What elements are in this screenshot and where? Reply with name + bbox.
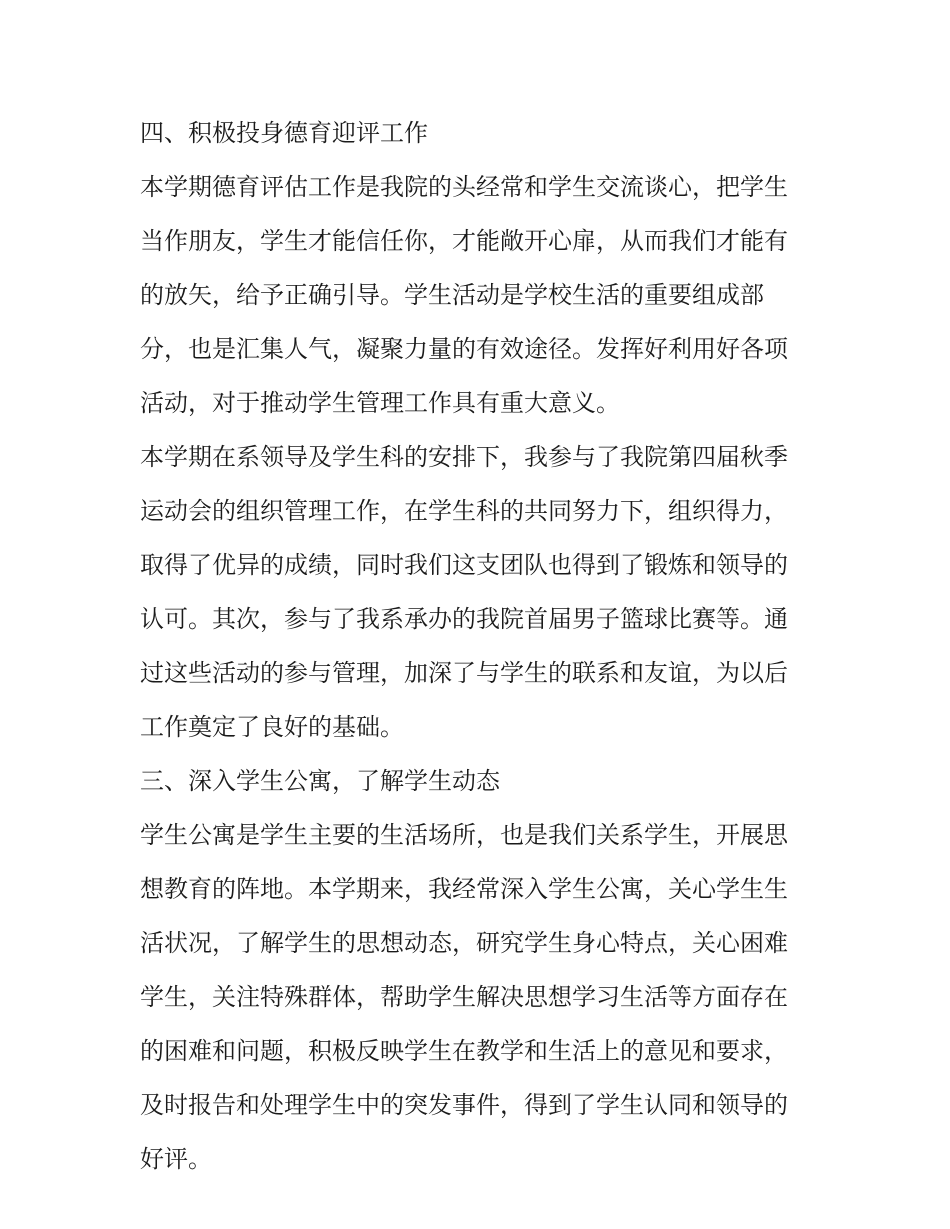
document-body <box>140 106 820 1186</box>
paragraph-line: 运动会的组织管理工作，在学生科的共同努力下，组织得力， <box>140 497 788 525</box>
paragraph-line: 活动，对于推动学生管理工作具有重大意义。 <box>140 389 620 417</box>
paragraph-line: 取得了优异的成绩，同时我们这支团队也得到了锻炼和领导的 <box>140 551 788 579</box>
paragraph-line: 认可。其次，参与了我系承办的我院首届男子篮球比赛等。通 <box>140 605 788 633</box>
paragraph-line: 过这些活动的参与管理，加深了与学生的联系和友谊，为以后 <box>140 659 788 687</box>
paragraph-line: 及时报告和处理学生中的突发事件，得到了学生认同和领导的 <box>140 1091 788 1119</box>
paragraph-line: 的困难和问题，积极反映学生在教学和生活上的意见和要求， <box>140 1037 788 1065</box>
paragraph-line: 当作朋友，学生才能信任你，才能敞开心扉，从而我们才能有 <box>140 227 788 255</box>
paragraph-line: 分，也是汇集人气，凝聚力量的有效途径。发挥好利用好各项 <box>140 335 788 363</box>
section-heading-three: 三、深入学生公寓，了解学生动态 <box>140 767 500 795</box>
paragraph-line: 活状况，了解学生的思想动态，研究学生身心特点，关心困难 <box>140 929 788 957</box>
paragraph-line: 想教育的阵地。本学期来，我经常深入学生公寓，关心学生生 <box>140 875 788 903</box>
paragraph-line: 的放矢，给予正确引导。学生活动是学校生活的重要组成部 <box>140 281 764 309</box>
paragraph-line: 本学期德育评估工作是我院的头经常和学生交流谈心，把学生 <box>140 173 788 201</box>
paragraph-line: 学生公寓是学生主要的生活场所，也是我们关系学生，开展思 <box>140 821 788 849</box>
paragraph-line: 工作奠定了良好的基础。 <box>140 713 404 741</box>
paragraph-line: 本学期在系领导及学生科的安排下，我参与了我院第四届秋季 <box>140 443 788 471</box>
paragraph-line: 好评。 <box>140 1145 212 1173</box>
section-heading-four: 四、积极投身德育迎评工作 <box>140 119 428 147</box>
paragraph-line: 学生，关注特殊群体，帮助学生解决思想学习生活等方面存在 <box>140 983 788 1011</box>
